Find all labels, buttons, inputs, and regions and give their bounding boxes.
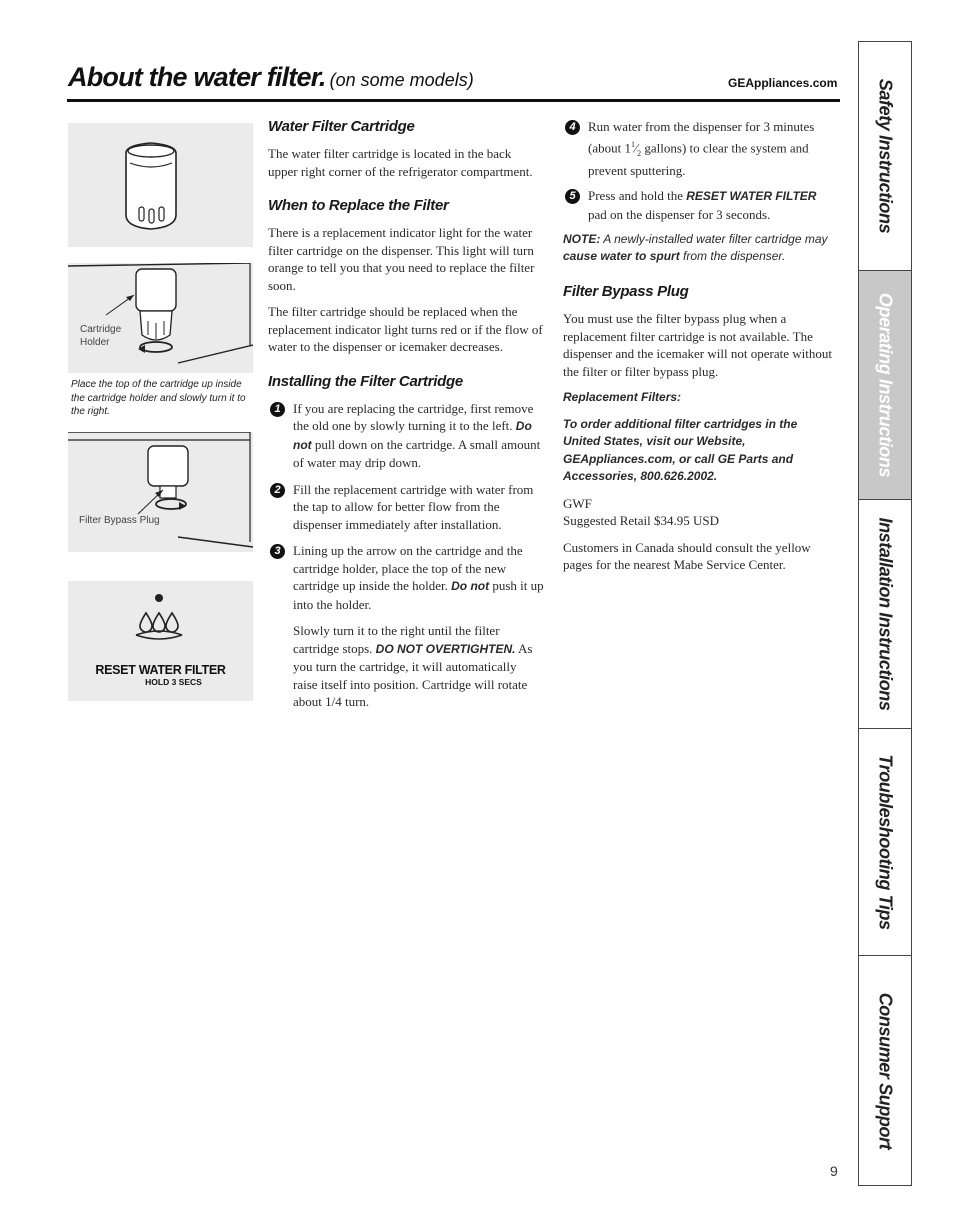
bypass-plug-figure — [68, 432, 253, 552]
page-number: 9 — [830, 1163, 838, 1179]
page-subtitle: (on some models) — [329, 70, 474, 90]
section-heading: Water Filter Cartridge — [268, 118, 415, 135]
step-number: 1 — [270, 402, 285, 417]
header-rule — [67, 99, 840, 102]
tab-installation-instructions[interactable]: Installation Instructions — [859, 500, 911, 729]
section-tabs — [858, 41, 912, 1186]
figure-caption: Place the top of the cartridge up inside the cartridge holder and slowly turn it to the right. — [71, 379, 246, 417]
reset-water-filter-figure — [68, 581, 253, 701]
replacement-filters-heading: Replacement Filters: — [563, 390, 682, 405]
tab-operating-instructions[interactable]: Operating Instructions — [859, 271, 911, 500]
content-column-1 — [268, 118, 544, 711]
water-drops-icon — [68, 581, 253, 661]
paragraph: You must use the filter bypass plug when a replacement filter cartridge is not available. The dispenser and the icemaker will not operate without the filter or filter bypass plug. — [563, 311, 832, 379]
step-number: 3 — [270, 544, 285, 559]
paragraph: The filter cartridge should be replaced when the replacement indicator light turns red or if the flow of water to the dispenser or icemaker decreases. — [268, 304, 543, 354]
step-number: 4 — [565, 120, 580, 135]
step-5: 5 Press and hold the RESET WATER FILTER pad on the dispenser for 3 seconds. — [563, 187, 835, 223]
step-1: 1 If you are replacing the cartridge, first remove the old one by slowly turning it to the left. Do not pull down on the cartridge. A small amount of water may drip down. — [268, 400, 544, 472]
reset-label: RESET WATER FILTER — [95, 663, 226, 677]
section-heading: Filter Bypass Plug — [563, 283, 689, 301]
cartridge-figure — [68, 123, 253, 247]
paragraph: There is a replacement indicator light for the water filter cartridge on the dispenser. This light will turn orange to tell you that you need to replace the filter soon. — [268, 225, 535, 293]
retail-price: Suggested Retail $34.95 USD — [563, 513, 719, 529]
step-4: 4 Run water from the dispenser for 3 minutes (about $1^1⁄_2$ gallons) to clear the system and prevent sputtering. — [563, 118, 835, 179]
paragraph: The water filter cartridge is located in the back upper right corner of the refrigerator compartment. — [268, 146, 533, 179]
content-column-2 — [563, 118, 835, 574]
step-3: 3 Lining up the arrow on the cartridge and the cartridge holder, place the top of the new cartridge up inside the holder. Do not push it up into the holder. Slowly turn it to the right until the filter cartridge stops. DO NOT OVERTIGHTEN. As you turn the cartridge, it will automatically raise itself into position. Cartridge will rotate about 1/4 turn. — [268, 542, 544, 711]
cartridge-holder-figure — [68, 263, 253, 373]
tab-consumer-support[interactable]: Consumer Support — [859, 956, 911, 1185]
tab-safety-instructions[interactable]: Safety Instructions — [859, 42, 911, 271]
canada-note: Customers in Canada should consult the yellow pages for the nearest Mabe Service Center. — [563, 539, 811, 573]
model-number: GWF — [563, 495, 592, 511]
step-number: 2 — [270, 483, 285, 498]
website-label: GEAppliances.com — [728, 76, 838, 90]
step-2: 2 Fill the replacement cartridge with water from the tap to allow for better flow from the dispenser immediately after installation. — [268, 481, 544, 534]
holder-label: Cartridge Holder — [80, 324, 122, 348]
order-info: To order additional filter cartridges in the United States, visit our Website, GEAppliances.com, or call GE Parts and Accessories, 800.626.2002. — [563, 416, 798, 484]
page-title: About the water filter. (on some models) — [68, 62, 474, 92]
section-heading: When to Replace the Filter — [268, 197, 449, 214]
note: NOTE: A newly-installed water filter cartridge may cause water to spurt from the dispenser. — [563, 232, 828, 264]
bypass-plug-label: Filter Bypass Plug — [79, 515, 160, 526]
reset-sublabel: HOLD 3 SECS — [145, 677, 202, 687]
step-number: 5 — [565, 189, 580, 204]
tab-troubleshooting-tips[interactable]: Troubleshooting Tips — [859, 729, 911, 956]
section-heading: Installing the Filter Cartridge — [268, 372, 463, 390]
